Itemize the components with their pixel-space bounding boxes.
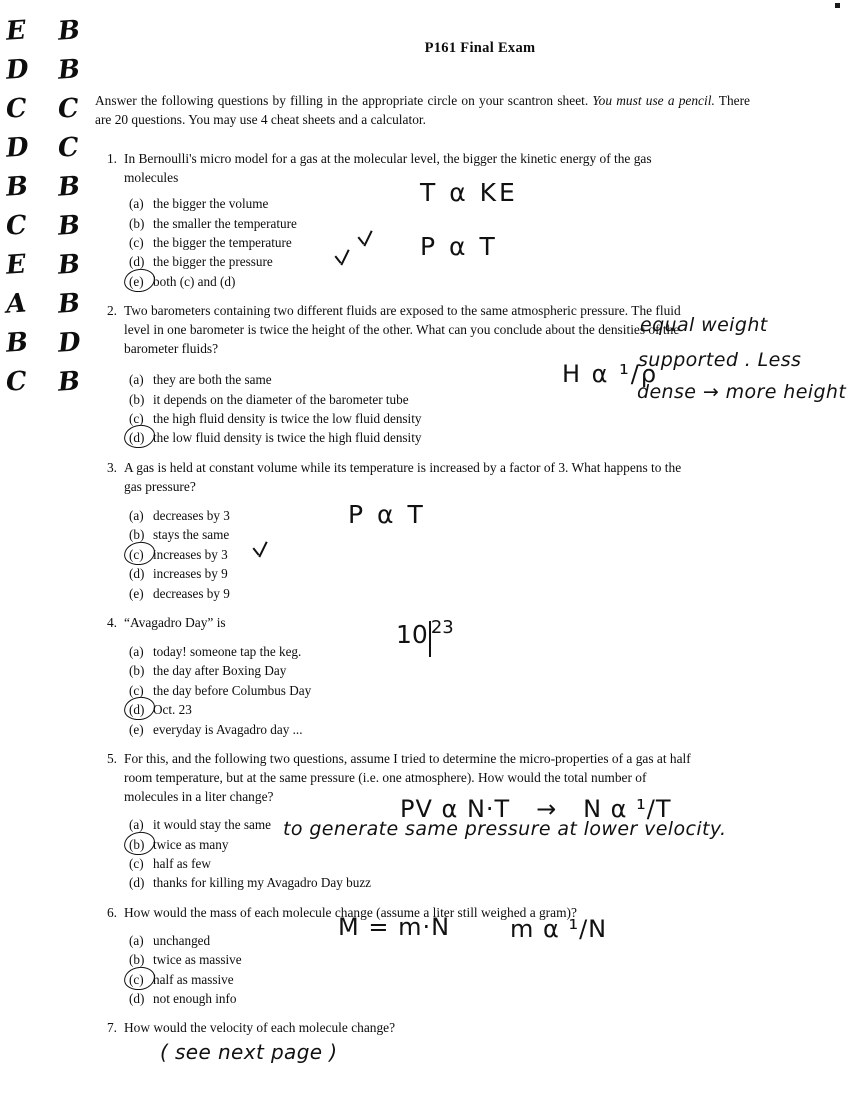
- option-text: they are both the same: [153, 372, 272, 388]
- option-label: (c): [129, 682, 144, 698]
- question-number: 4.: [106, 614, 117, 630]
- option-list: [95, 194, 695, 291]
- question-number: 7.: [106, 1020, 117, 1036]
- option[interactable]: [129, 545, 695, 564]
- option-label: (e): [129, 721, 144, 737]
- option[interactable]: [129, 252, 695, 271]
- option-label: (e): [129, 585, 144, 601]
- instructions-text-2: There are 20 questions. You may use 4 cheat sheets and a calculator.: [95, 93, 750, 128]
- question-number: 6.: [106, 904, 117, 920]
- option-text: the bigger the temperature: [153, 234, 292, 250]
- instructions: [95, 91, 750, 129]
- option-label: (b): [129, 391, 145, 407]
- option[interactable]: [129, 700, 695, 719]
- annotation-q1-take: T α KE: [420, 178, 518, 207]
- option[interactable]: [129, 873, 695, 892]
- question-1: [95, 149, 695, 291]
- question-3: [95, 458, 695, 603]
- option-text: twice as massive: [153, 952, 242, 968]
- option-text: unchanged: [153, 932, 211, 948]
- option-label: (b): [129, 215, 145, 231]
- option-label: (a): [129, 644, 144, 659]
- checkmark-icon: [357, 230, 377, 250]
- option-text: stays the same: [153, 527, 230, 543]
- option[interactable]: [129, 584, 695, 603]
- checkmark-icon: [252, 541, 272, 561]
- option-text: the bigger the pressure: [153, 254, 273, 270]
- option-text: Oct. 23: [153, 702, 192, 718]
- question-text: How would the mass of each molecule change (assume a liter still weighed a gram)?: [124, 904, 577, 920]
- option-label: (b): [129, 527, 145, 543]
- margin-answer: C: [4, 366, 28, 398]
- margin-answer: B: [56, 15, 82, 47]
- margin-answer: B: [4, 327, 30, 359]
- margin-answer-column-2: [58, 16, 81, 406]
- option-label: (d): [129, 702, 145, 718]
- margin-answer: C: [56, 132, 80, 164]
- option-text: decreases by 9: [153, 585, 230, 601]
- option-label: (d): [129, 254, 145, 270]
- option-label: (a): [129, 196, 144, 212]
- option-label: (a): [129, 817, 144, 833]
- annotation-base: 10: [396, 620, 428, 649]
- option-label: (d): [129, 430, 145, 446]
- option-text: it depends on the diameter of the barometer tube: [153, 391, 409, 407]
- margin-answer-column-1: [6, 16, 29, 406]
- option[interactable]: [129, 428, 695, 447]
- instructions-text-1: Answer the following questions by filling in the appropriate circle on your scantron sheet.: [95, 93, 593, 108]
- annotation-q5-explain: to generate same pressure at lower velocity.: [283, 818, 727, 840]
- question-7: [95, 1018, 695, 1037]
- margin-answer: B: [56, 366, 82, 398]
- option[interactable]: [129, 233, 695, 252]
- option-label: (d): [129, 875, 145, 891]
- option[interactable]: [129, 194, 695, 213]
- annotation-q2-h-rho: H α ¹/ρ: [562, 360, 659, 388]
- annotation-q1-pat: P α T: [420, 232, 498, 261]
- margin-answer: B: [56, 54, 82, 86]
- option-label: (b): [129, 952, 145, 968]
- option-text: increases by 3: [153, 546, 228, 562]
- option-text: it would stay the same: [153, 817, 271, 833]
- margin-answer: B: [56, 249, 82, 281]
- option-label: (c): [129, 855, 144, 871]
- option-text: the day before Columbus Day: [153, 682, 312, 698]
- margin-answer: B: [56, 288, 82, 320]
- option-text: the smaller the temperature: [153, 215, 297, 231]
- margin-answer: B: [4, 171, 30, 203]
- option-text: half as few: [153, 855, 211, 871]
- option[interactable]: [129, 661, 695, 680]
- option-text: thanks for killing my Avagadro Day buzz: [153, 875, 372, 891]
- annotation-see-next-page: ( see next page ): [160, 1040, 338, 1064]
- margin-answer: E: [4, 15, 27, 47]
- margin-answer: A: [4, 288, 28, 320]
- margin-answer: C: [4, 210, 28, 242]
- option-text: today! someone tap the keg.: [153, 644, 302, 659]
- annotation-q5-ideal-gas: PV α N·T → N α ¹/T: [400, 795, 672, 823]
- annotation-q6-inverse-n: m α ¹/N: [510, 915, 608, 943]
- question-text: How would the velocity of each molecule change?: [124, 1020, 396, 1036]
- option-text: the day after Boxing Day: [153, 663, 287, 679]
- instructions-emphasis: You must use a pencil.: [592, 93, 715, 108]
- option-label: (d): [129, 566, 145, 582]
- option-text: not enough info: [153, 991, 237, 1006]
- annotation-q2-line2: supported . Less: [638, 349, 802, 371]
- question-number: 2.: [106, 303, 117, 319]
- option-label: (a): [129, 507, 144, 523]
- option-list: [95, 642, 695, 739]
- scan-artifact: [835, 3, 840, 8]
- option[interactable]: [129, 720, 695, 739]
- question-number: 1.: [106, 151, 117, 167]
- option-label: (a): [129, 932, 144, 948]
- question-4: [95, 613, 695, 739]
- annotation-q2-line3: dense → more height: [637, 381, 847, 403]
- option[interactable]: [129, 970, 695, 989]
- option[interactable]: [129, 214, 695, 233]
- margin-answer: C: [56, 93, 80, 125]
- option-label: (a): [129, 372, 144, 388]
- option-label: (b): [129, 836, 145, 852]
- annotation-q3-pat: P α T: [348, 500, 426, 529]
- option[interactable]: [129, 564, 695, 583]
- option-label: (c): [129, 971, 144, 987]
- option-text: increases by 9: [153, 566, 228, 582]
- question-text: For this, and the following two questions, assume I tried to determine the micro-properties of a gas at half room temperature, but at the same pressure (i.e. one atmosphere). How would the total number of molecules in a liter change?: [124, 751, 691, 805]
- question-text: “Avagadro Day” is: [124, 614, 226, 630]
- option-label: (d): [129, 991, 145, 1006]
- option[interactable]: [129, 681, 695, 700]
- option-text: everyday is Avagadro day ...: [153, 721, 303, 737]
- option-text: the low fluid density is twice the high fluid density: [153, 430, 422, 446]
- option[interactable]: [129, 390, 695, 409]
- annotation-q2-line1: equal weight: [640, 314, 768, 336]
- annotation-q4-avogadro-number: [396, 617, 454, 657]
- question-number: 3.: [106, 459, 117, 475]
- margin-answer: B: [56, 210, 82, 242]
- question-text: In Bernoulli's micro model for a gas at the molecular level, the bigger the kinetic energy of the gas molecules: [124, 151, 652, 186]
- option[interactable]: [129, 989, 695, 1008]
- annotation-exponent: 23: [430, 617, 454, 638]
- option-label: (c): [129, 411, 144, 427]
- option[interactable]: [129, 409, 695, 428]
- annotation-q6-mass: M = m·N: [338, 913, 451, 941]
- option[interactable]: [129, 950, 695, 969]
- option-text: half as massive: [153, 971, 234, 987]
- question-text: Two barometers containing two different fluids are exposed to the same atmospheric pressure. The fluid level in one barometer is twice the height of the other. What can you conclude about the densities of the barometer fluids?: [124, 303, 681, 357]
- margin-answer: E: [4, 249, 27, 281]
- option-text: both (c) and (d): [153, 273, 236, 289]
- option-label: (c): [129, 234, 144, 250]
- margin-answer: C: [4, 93, 28, 125]
- question-number: 5.: [106, 751, 117, 767]
- option-label: (c): [129, 546, 144, 562]
- margin-answer: D: [4, 132, 30, 164]
- question-text: A gas is held at constant volume while its temperature is increased by a factor of 3. What happens to the gas pressure?: [124, 459, 682, 494]
- option[interactable]: [129, 854, 695, 873]
- option-label: (b): [129, 663, 145, 679]
- option-label: (e): [129, 273, 144, 289]
- option-text: the high fluid density is twice the low fluid density: [153, 411, 422, 427]
- margin-answer: D: [4, 54, 30, 86]
- option-text: the bigger the volume: [153, 196, 269, 212]
- page-title: P161 Final Exam: [424, 40, 536, 56]
- margin-answer: D: [56, 327, 82, 359]
- margin-answer: B: [56, 171, 82, 203]
- option[interactable]: [129, 272, 695, 291]
- option-text: decreases by 3: [153, 507, 230, 523]
- option-text: twice as many: [153, 836, 229, 852]
- checkmark-icon: [334, 249, 354, 269]
